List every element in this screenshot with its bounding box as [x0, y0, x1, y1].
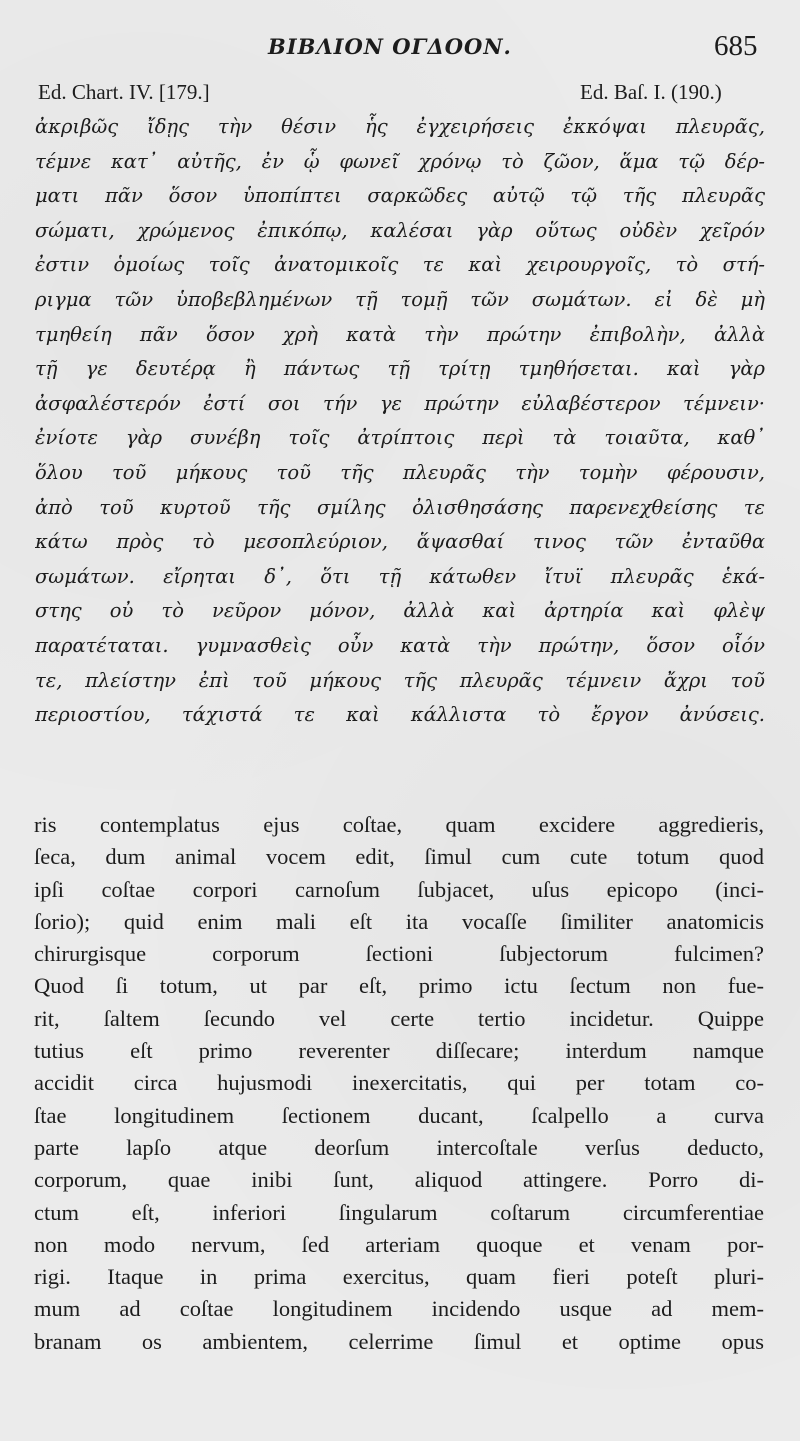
latin-line: corporum, quae inibi ſunt, aliquod attingere. Porro di-: [34, 1167, 764, 1193]
edition-references: [0, 76, 800, 108]
greek-line: ἀσφαλέστερόν ἐστί σοι τήν γε πρώτην εὐλαβέστερον τέμνειν·: [35, 391, 765, 415]
greek-line: τμηθείη πᾶν ὅσον χρὴ κατὰ τὴν πρώτην ἐπιβολὴν, ἀλλὰ: [35, 322, 765, 346]
greek-line: στης οὐ τὸ νεῦρον μόνον, ἀλλὰ καὶ ἀρτηρία καὶ φλὲψ: [35, 599, 765, 623]
greek-line: ἐνίοτε γὰρ συνέβη τοῖς ἀτρίπτοις περὶ τὰ τοιαῦτα, καθ᾽: [35, 426, 765, 450]
edition-basel: Ed. Baſ. I. (190.): [580, 80, 722, 104]
latin-line: ſorio); quid enim mali eſt ita vocaſſe ſimiliter anatomicis: [34, 908, 764, 934]
latin-line: non modo nervum, ſed arteriam quoque et venam por-: [34, 1231, 764, 1257]
greek-line: σωμάτων. εἴρηται δ᾽, ὅτι τῇ κάτωθεν ἴτυϊ πλευρᾶς ἑκά-: [35, 564, 765, 588]
greek-line: ἐστιν ὁμοίως τοῖς ἀνατομικοῖς τε καὶ χειρουργοῖς, τὸ στή-: [35, 253, 765, 277]
latin-line: ſtae longitudinem ſectionem ducant, ſcalpello a curva: [34, 1102, 764, 1128]
greek-line: τέμνε κατ᾽ αὐτῆς, ἐν ᾧ φωνεῖ χρόνῳ τὸ ζῶον, ἅμα τῷ δέρ-: [35, 149, 765, 173]
greek-line: σώματι, χρώμενος ἐπικόπῳ, καλέσαι γὰρ οὕτως οὐδὲν χεῖρόν: [35, 218, 765, 242]
latin-line: chirurgisque corporum ſectioni ſubjectorum fulcimen?: [34, 941, 764, 967]
greek-line: ριγμα τῶν ὑποβεβλημένων τῇ τομῇ τῶν σωμάτων. εἰ δὲ μὴ: [35, 287, 765, 311]
running-head: [0, 30, 800, 70]
latin-line: rit, ſaltem ſecundo vel certe tertio incidetur. Quippe: [34, 1005, 764, 1031]
greek-line: τε, πλείστην ἐπὶ τοῦ μήκους τῆς πλευρᾶς τέμνειν ἄχρι τοῦ: [35, 668, 765, 692]
latin-line: parte lapſo atque deorſum intercoſtale verſus deducto,: [34, 1134, 764, 1160]
latin-line: ctum eſt, inferiori ſingularum coſtarum circumferentiae: [34, 1199, 764, 1225]
latin-line: accidit circa hujusmodi inexercitatis, qui per totam co-: [34, 1070, 764, 1096]
latin-line: tutius eſt primo reverenter diſſecare; interdum namque: [34, 1038, 764, 1064]
greek-line: ματι πᾶν ὅσον ὑποπίπτει σαρκῶδες αὐτῷ τῷ τῆς πλευρᾶς: [35, 184, 765, 208]
latin-line: ipſi coſtae corpori carnoſum ſubjacet, uſus epicopo (inci-: [34, 876, 764, 902]
show-through-text: [28, 782, 773, 810]
page-number: 685: [714, 30, 758, 62]
edition-chartier: Ed. Chart. IV. [179.]: [38, 80, 210, 104]
latin-text-block: [34, 809, 764, 1358]
latin-line: rigi. Itaque in prima exercitus, quam fieri poteſt pluri-: [34, 1264, 764, 1290]
greek-line: ἀπὸ τοῦ κυρτοῦ τῆς σμίλης ὀλισθησάσης παρενεχθείσης τε: [35, 495, 765, 519]
greek-line: τῇ γε δευτέρᾳ ἢ πάντως τῇ τρίτῃ τμηθήσεται. καὶ γὰρ: [35, 357, 765, 381]
running-title: ΒΙΒΛΙΟΝ ΟΓΔΟΟΝ.: [268, 34, 512, 59]
greek-line: ἀκριβῶς ἴδῃς τὴν θέσιν ἧς ἐγχειρήσεις ἐκκόψαι πλευρᾶς,: [35, 115, 765, 138]
latin-line: mum ad coſtae longitudinem incidendo usque ad mem-: [34, 1296, 764, 1322]
latin-line: ſeca, dum animal vocem edit, ſimul cum cute totum quod: [34, 844, 764, 870]
greek-line: ὅλου τοῦ μήκους τοῦ τῆς πλευρᾶς τὴν τομὴν φέρουσιν,: [35, 460, 765, 484]
greek-line: περιοστίου, τάχιστά τε καὶ κάλλιστα τὸ ἔργον ἀνύσεις.: [35, 703, 765, 727]
greek-line: κάτω πρὸς τὸ μεσοπλεύριον, ἅψασθαί τινος τῶν ἐνταῦθα: [35, 530, 765, 554]
greek-line: παρατέταται. γυμνασθεὶς οὖν κατὰ τὴν πρώτην, ὅσον οἷόν: [35, 633, 765, 657]
latin-line: branam os ambientem, celerrime ſimul et optime opus: [34, 1328, 764, 1354]
latin-line: Quod ſi totum, ut par eſt, primo ictu ſectum non fue-: [34, 973, 764, 999]
greek-text-block: [35, 110, 765, 733]
latin-line: ris contemplatus ejus coſtae, quam excidere aggredieris,: [34, 812, 764, 837]
